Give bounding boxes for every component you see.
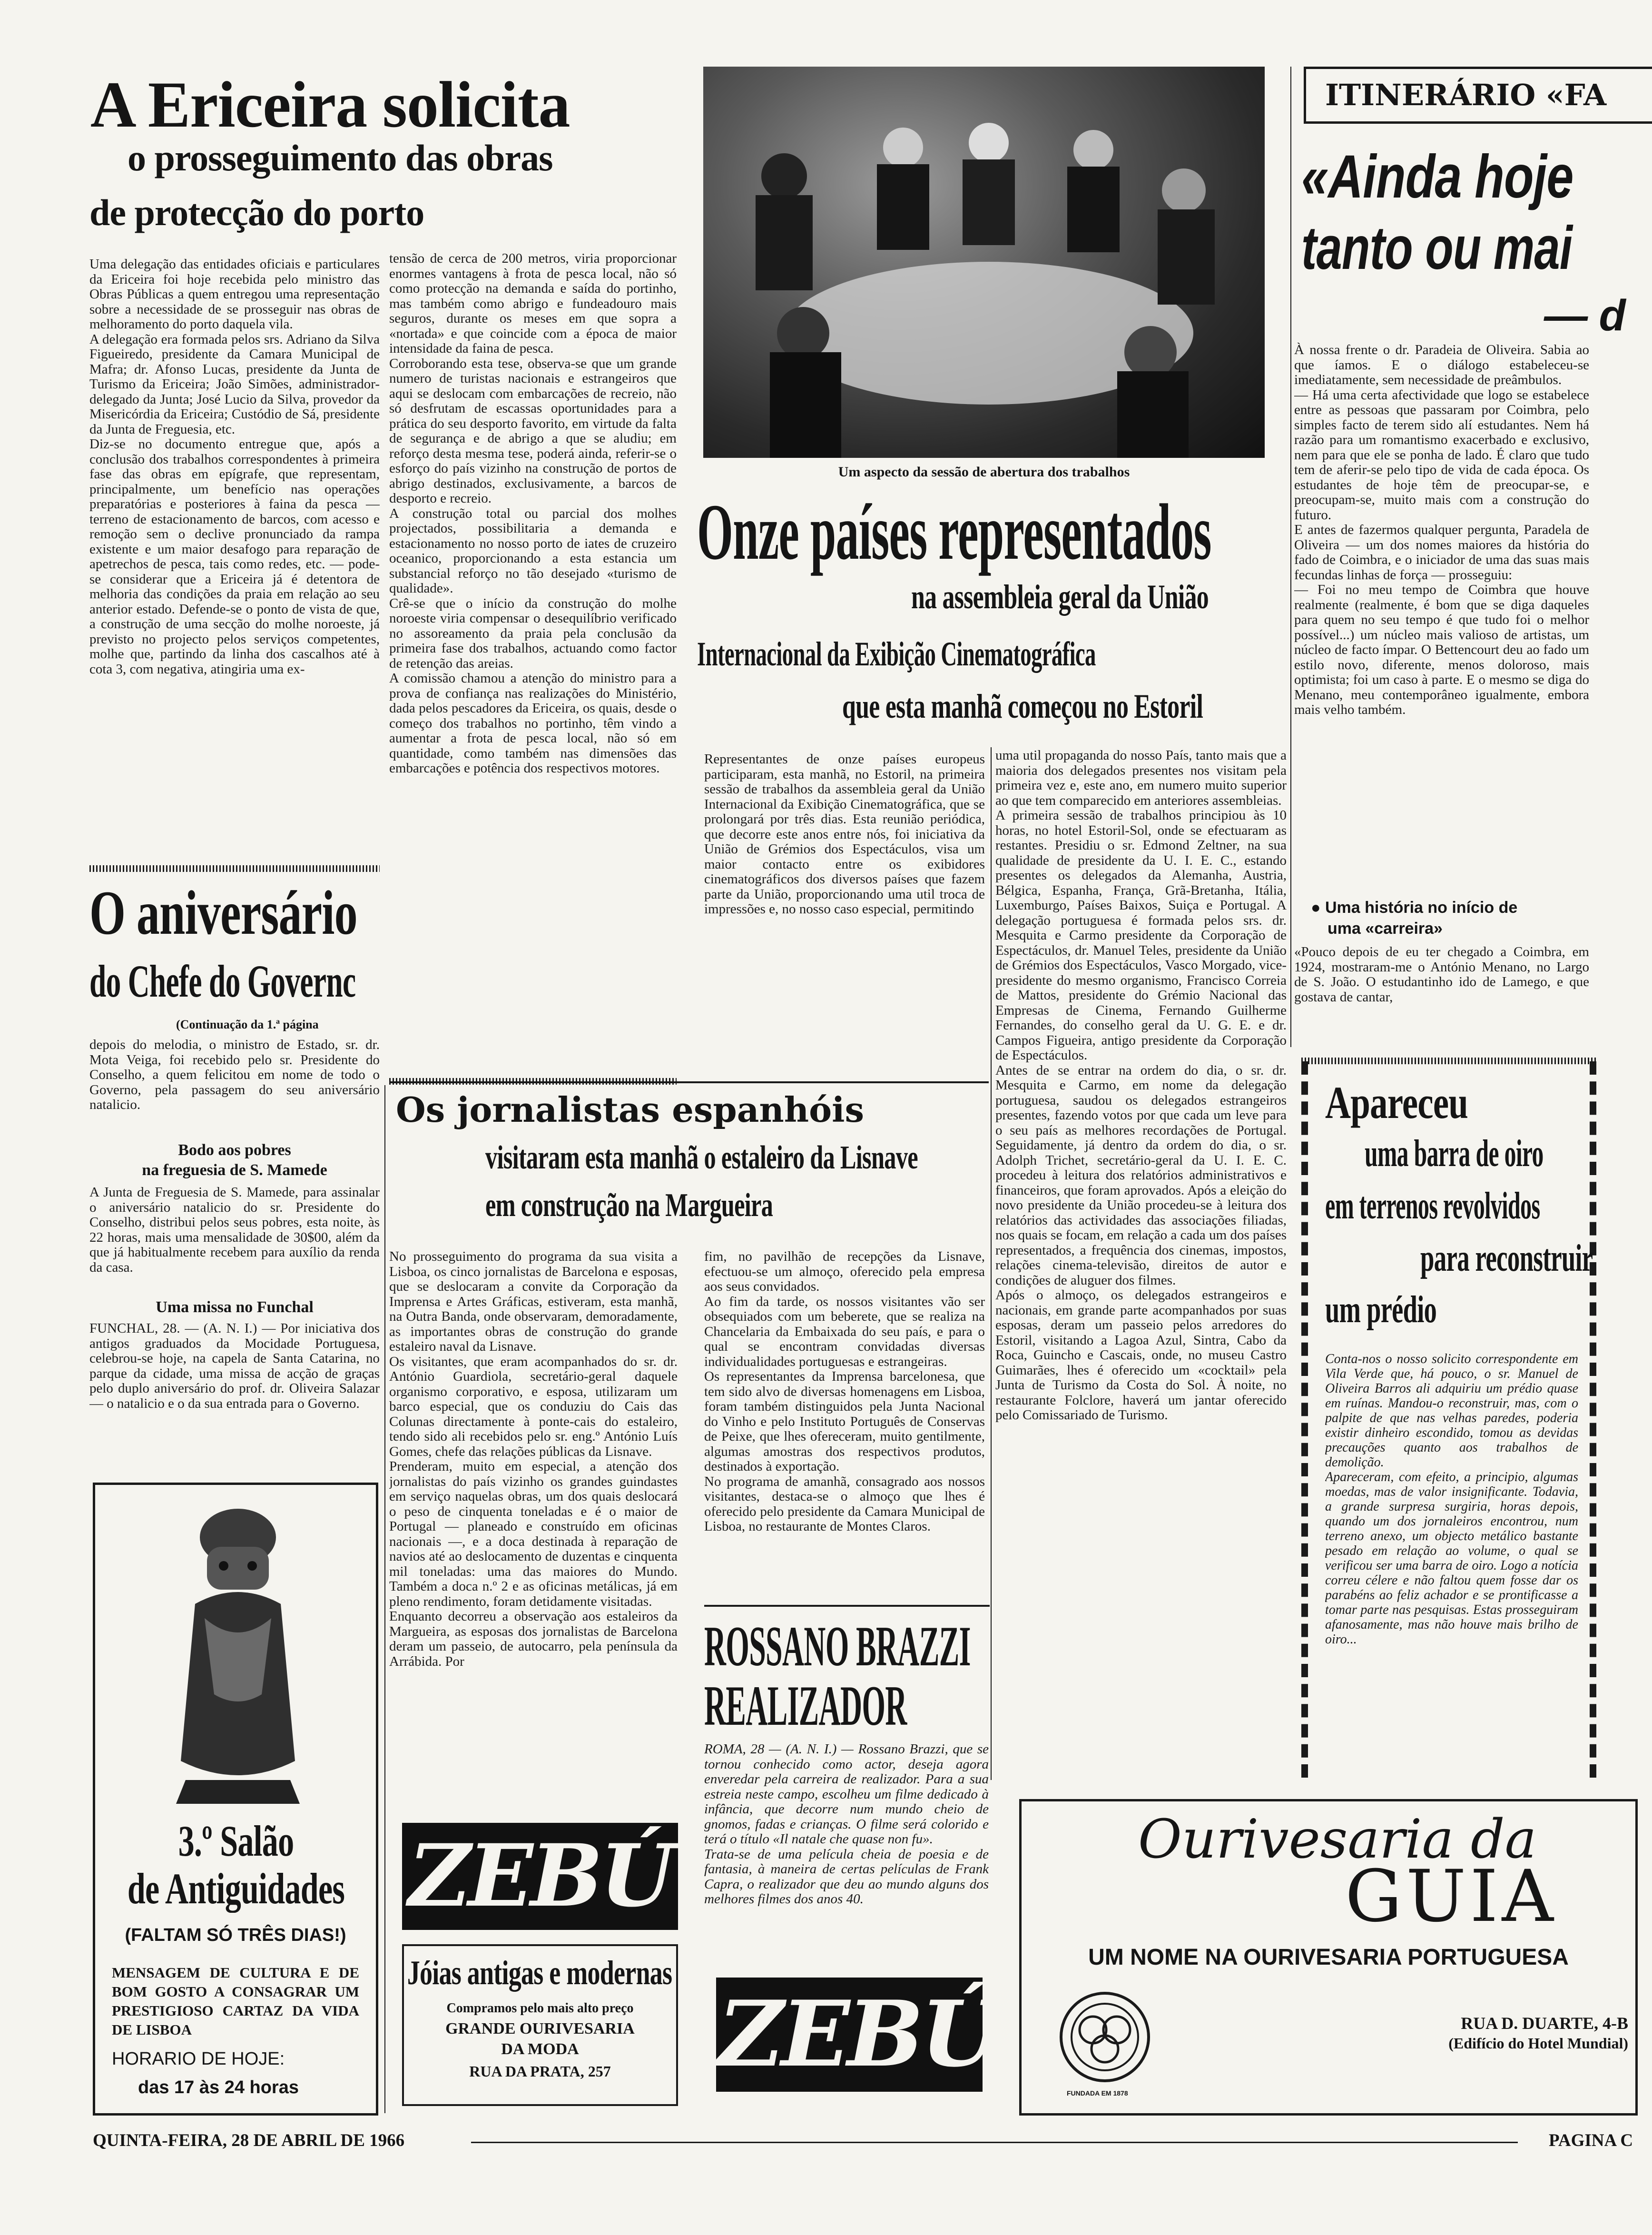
apareceu-headline-5: um prédio xyxy=(1325,1289,1437,1331)
rossano-headline-2: REALIZADOR xyxy=(704,1674,907,1737)
zebu-ad-1 xyxy=(402,1823,678,1930)
footer-rule xyxy=(471,2142,1518,2143)
itinerario-box xyxy=(1304,67,1652,124)
meeting-table-icon xyxy=(703,67,1265,458)
rossano-text: ROMA, 28 — (A. N. I.) — Rossano Brazzi, que se tornou conhecido como actor, deseja agora enveredar pela carreira de realizador. Para a sua estreia neste campo, escolheu um filme dedicado à infância, que decorre num mundo cheio de gnomos, fadas e crianças. O filme será colorido e terá o título «Il natale che quase non fu». Trata-se de uma película cheia de poesia e de fantasia, à maneira de certas películas de Frank Capra, o realizador que deu ao mundo alguns dos melhores filmes dos anos 40. xyxy=(704,1742,989,1907)
missa-text: FUNCHAL, 28. — (A. N. I.) — Por iniciativa dos antigos graduados da Mocidade Portuguesa, celebrou-se hoje, na capela de Santa Catarina, no parque da cidade, uma missa de acção de graças pelo duplo aniversário do prof. dr. Oliveira Salazar — o natalicio e o da sua entrada para o Governo. xyxy=(89,1321,380,1411)
itinerario-headline-2: tanto ou mai xyxy=(1301,214,1573,282)
jornalistas-sub-1: visitaram esta manhã o estaleiro da Lisnave xyxy=(485,1139,918,1176)
onze-sub-2: Internacional da Exibição Cinematográfica xyxy=(697,635,1096,673)
zebu-logo-2: ZEBÚ xyxy=(718,1981,997,2087)
guia-address-1: RUA D. DUARTE, 4-B xyxy=(1461,2014,1628,2033)
apareceu-headline-3: em terrenos revolvidos xyxy=(1325,1185,1540,1227)
joias-title: Jóias antigas e modernas xyxy=(407,1954,672,1992)
ericeira-text-col-1: Uma delegação das entidades oficiais e particulares da Ericeira foi hoje recebida pelo ministro das Obras Públicas a quem entregou uma representação sobre a necessidade de se prosseguir nas obras de melhoramento do porto daquela vila. A delegação era formada pelos srs. Adriano da Silva Figueiredo, presidente da Camara Municipal de Mafra; dr. Afonso Lucas, presidente da Junta de Turismo da Ericeira; João Simões, administrador-delegado da Junta; José Lucio da Silva, provedor da Misericórdia da Ericeira; Custódio de Sá, presidente da Junta de Freguesia, etc. Diz-se no documento entregue que, após a conclusão dos trabalhos correspondentes à primeira fase das obras em epígrafe, que representam, principalmente, um benefício nas operações preparatórias e posteriores à faina da pesca — terreno de estacionamento de barcos, com acesso e remoção sem o declive pronunciado da rampa existente e um maior desafogo para reparação de apetrechos de pesca, tais como redes, etc. — pode-se considerar que a Ericeira já é detentora de melhoria das condições da praia em relação ao seu anterior estado. Defende-se o ponto de vista de que, a construção de uma secção do molhe noroeste, já previsto no projecto pelos serviços competentes, molhe que, partindo da linha dos cascalhos até à cota 3, com negativa, atingiria uma ex- xyxy=(89,257,380,677)
salao-horario-value: das 17 às 24 horas xyxy=(138,2077,299,2097)
bodo-title-1: Bodo aos pobres xyxy=(178,1141,291,1159)
apareceu-headline-1: Apareceu xyxy=(1325,1077,1468,1128)
aniversario-headline-1: O aniversário xyxy=(89,878,357,948)
bodo-text: A Junta de Freguesia de S. Mamede, para assinalar o aniversário natalicio do sr. Presidente do Conselho, distribui pelos seus pobres, esta noite, às 22 horas, mais uma mensalidade de 30$00, além da que já habitualmente recebem para auxílio da renda da casa. xyxy=(89,1185,380,1275)
onze-sub-1: na assembleia geral da União xyxy=(911,578,1209,616)
joias-ad xyxy=(402,1944,678,2106)
apareceu-top-rule xyxy=(1301,1058,1596,1064)
jornalistas-headline: Os jornalistas espanhóis xyxy=(396,1089,865,1130)
rossano-top-rule xyxy=(704,1605,990,1607)
jornalistas-text-col-1: No prosseguimento do programa da sua visita a Lisboa, os cinco jornalistas de Barcelona e esposas, que se deslocaram a convite da Corporação da Imprensa e Artes Gráficas, estiveram, esta manhã, na Outra Banda, onde observaram, demoradamente, as importantes obras de construção do grande estaleiro naval da Lisnave. Os visitantes, que eram acompanhados do sr. dr. António Guardiola, secretário-geral daquele organismo corporativo, e esposa, utilizaram um barco especial, que os conduziu do Cais das Colunas directamente à ponte-cais do estaleiro, tendo sido ali recebidos pelo sr. eng.º António Luís Gomes, chefe das relações públicas da Lisnave. Prenderam, muito em especial, a atenção dos jornalistas do país vizinho os grandes guindastes em serviço naquelas obras, um dos quais deslocará o peso de cinquenta toneladas e é o maior de Portugal — planeado e construído em oficinas nacionais —, e a doca destinada à reparação de navios até ao deslocamento de duzentas e cinquenta mil toneladas: uma das maiores do Mundo. Também a doca n.º 2 e as oficinas metálicas, já em pleno rendimento, foram detidamente visitadas. Enquanto decorreu a observação aos estaleiros da Margueira, as esposas dos jornalistas de Barcelona deram um passeio, de autocarro, pela península da Arrábida. Por xyxy=(389,1249,678,1669)
salao-title-1: 3.º Salão xyxy=(178,1817,294,1865)
zebu-logo-1: ZEBÚ xyxy=(408,1826,672,1926)
guia-seal-icon xyxy=(1057,1989,1152,2085)
joias-line-2: GRANDE OURIVESARIA xyxy=(445,2020,635,2037)
salao-subtitle: (FALTAM SÓ TRÊS DIAS!) xyxy=(125,1925,346,1945)
guia-script: Ourivesaria da xyxy=(1138,1809,1537,1870)
itinerario-headline-3: — d xyxy=(1544,291,1625,340)
joias-line-4: RUA DA PRATA, 257 xyxy=(469,2063,611,2080)
joias-line-3: DA MODA xyxy=(501,2040,579,2058)
jornalistas-sub-2: em construção na Margueira xyxy=(485,1187,773,1224)
salao-ad xyxy=(93,1483,378,2116)
salao-title-2: de Antiguidades xyxy=(127,1864,345,1913)
column-rule-right xyxy=(1290,67,1291,1047)
itinerario-sub-title-2: uma «carreira» xyxy=(1328,920,1443,938)
onze-text-col-2: uma util propaganda do nosso País, tanto mais que a maioria dos delegados presentes nos visitam pela primeira vez e, este ano, em numero muito superior ao que tem comparecido em anteriores assembleias. A primeira sessão de trabalhos principiou às 10 horas, no hotel Estoril-Sol, onde se efectuaram as restantes. Presidiu o sr. Edmond Zeltner, na sua qualidade de presidente da U. I. E. C., estando presentes os delegados da Alemanha, Austria, Bélgica, Espanha, França, Grã-Bretanha, Itália, Luxemburgo, Países Baixos, Suiça e Portugal. A delegação portuguesa é formada pelos srs. dr. Mesquita e Carmo presidente da Corporação de Espectáculos, dr. Manuel Teles, presidente da União de Grémios dos Espectáculos, Vasco Morgado, vice-presidente do mesmo organismo, Francisco Correia de Mattos, presidente do Grémio Nacional das Empresas de Cinema, Fernando Guilherme Fernandes, do conselho geral da U. G. E. e dr. Campos Figueira, antigo presidente da Corporação de Espectáculos. Antes de se entrar na ordem do dia, o sr. dr. Mesquita e Carmo, em nome da delegação portuguesa, saudou os delegados estrangeiros presentes, fazendo votos por que cada um leve para o seu país as melhores recordações de Portugal. Seguidamente, já dentro da ordem do dia, o sr. Adolph Trichet, secretário-geral da U. I. E. C. procedeu à leitura dos relatórios administrativos e financeiros, que foram aprovados. Após a eleição do novo presidente da União procedeu-se à leitura dos relatórios das actividades das associações filiadas, nos quais se focam, em relação a cada um dos países representados, a frequência dos cinemas, impostos, relações cinema-televisão, direitos de autor e condições de aluguer dos filmes. Após o almoço, os delegados estrangeiros e nacionais, em grande parte acompanhados por suas esposas, deram um passeio pelos arredores do Estoril, visitando a Lagoa Azul, Sintra, Cabo da Roca, Guincho e Cascais, onde, no museu Castro Guimarães, lhes é oferecido um «cocktail» pela Junta de Turismo da Costa do Sol. À noite, no restaurante Folclore, haverá um jantar oferecido pelo Comissariado de Turismo. xyxy=(995,748,1287,1423)
salao-horario-label: HORARIO DE HOJE: xyxy=(112,2049,285,2069)
itinerario-sub-text: «Pouco depois de eu ter chegado a Coimbra, em 1924, mostraram-me o António Menano, no Largo de S. João. O estudantinho ido de Lamego, e que gostava de cantar, xyxy=(1294,945,1589,1005)
jornalistas-text-col-2: fim, no pavilhão de recepções da Lisnave, efectuou-se um almoço, oferecido pela empresa aos seus convidados. Ao fim da tarde, os nossos visitantes vão ser obsequiados com um beberete, que se realiza na Chancelaria da Embaixada do seu país, e para o qual se encontram convidadas diversas individualidades portuguesas e estrangeiras. Os representantes da Imprensa barcelonesa, que tem sido alvo de diversas homenagens em Lisboa, foram também distinguidos pela Junta Nacional do Vinho e pelo Instituto Português de Conservas de Peixe, que lhes ofereceram, muito gentilmente, algumas amostras dos respectivos produtos, destinados à exportação. No programa de amanhã, consagrado aos nossos visitantes, destaca-se o almoço que lhes é oferecido pelo presidente da Camara Municipal de Lisboa, no restaurante de Montes Claros. xyxy=(704,1249,985,1534)
itinerario-sub-title-1: ● Uma história no início de xyxy=(1311,899,1518,917)
onze-headline: Onze países representados xyxy=(697,488,1211,576)
ericeira-text-col-2: tensão de cerca de 200 metros, viria proporcionar enormes vantagens à frota de pesca local, não só como protecção na demanda e saída do portinho, mas também como abrigo e fundeadouro mais seguros, durante os meses em que sopra a «nortada» e que coincide com a época de maior intensidade da faina de pesca. Corroborando esta tese, observa-se que um grande numero de turistas nacionais e estrangeiros que aqui se deslocam com embarcações de recreio, não só desfrutam de escassas oportunidades para a prática do seu desporto favorito, em virtude da falta de segurança e de abrigo a que se aludiu; em reforço desta mesma tese, poderá ainda, referir-se o esforço do país vizinho na construção de portos de abrigo destinados, exclusivamente, a barcos de desporto e recreio. A construção total ou parcial dos molhes projectados, possibilitaria a demanda e estacionamento no nosso porto de iates de cruzeiro oceanico, proporcionando a esta estancia um substancial reforço no tão desejado «turismo de qualidade». Crê-se que o início da construção do molhe noroeste viria compensar o desequilíbrio verificado no assoreamento da praia pela conclusão da primeira fase dos trabalhos, actuando como factor de retenção das areias. A comissão chamou a atenção do ministro para a prova de confiança nas realizações do Ministério, dada pelos pescadores da Ericeira, os quais, desde o começo dos trabalhos no portinho, têm vindo a aumentar a frota de pesca local, não só em quantidade, como também nas dimensões das embarcações e potência dos respectivos motores. xyxy=(389,251,677,776)
apareceu-headline-4: para reconstruir xyxy=(1420,1237,1593,1279)
apareceu-headline-2: uma barra de oiro xyxy=(1365,1133,1544,1175)
itinerario-box-label: ITINERÁRIO «FA xyxy=(1325,78,1607,112)
aniversario-text: depois do melodia, o ministro de Estado, sr. dr. Mota Veiga, foi recebido pelo sr. Presidente do Conselho, a quem felicitou em nome de todo o Governo, pela passagem do seu aniversário natalicio. xyxy=(89,1038,380,1112)
zebu-ad-2 xyxy=(716,1978,997,2092)
onze-text-col-1: Representantes de onze países europeus participaram, esta manhã, no Estoril, na primeira sessão de trabalhos da assembleia geral da União Internacional da Exibição Cinematográfica, que se prolongará por três dias. Esta reunião periódica, que decorre este anos entre nós, foi iniciativa da União de Grémios dos Espectáculos, visa um maior contacto entre os exibidores cinematográficos dos diversos países que fazem parte da União, proporcionando uma util troca de impressões e, no nosso caso especial, permitindo xyxy=(704,752,985,917)
itinerario-text: À nossa frente o dr. Paradeia de Oliveira. Sabia ao que íamos. E o diálogo estabeleceu-se imediatamente, sem necessidade de preâmbulos. — Há uma certa afectividade que logo se estabelece entre as pessoas que passaram por Coimbra, pelo simples facto de terem sido alí estudantes. Nem há razão para um romantismo exacerbado e exclusivo, nem para que ele se ponha de lado. É claro que tudo tem de aferir-se pelo tipo de vida de cada época. Os estudantes de hoje têm de preocupar-se, e preocupam-se, muito mais com a construção do futuro. E antes de fazermos qualquer pergunta, Paradela de Oliveira — um dos nomes maiores da história do fado de Coimbra, e o iniciador de uma das suas mais fecundas linhas de força — prosseguiu: — Foi no meu tempo de Coimbra que houve realmente (realmente, é bom que se diga daqueles para quem no seu tempo é que tudo foi o melhor possível...) um núcleo mais valioso de artistas, um núcleo de facto ímpar. O Bettencourt deu ao fado um estilo novo, diferente, menos doloroso, mais optimista; foi um caso à parte. E o mesmo se diga do Menano, meu contemporâneo igualmente, embora mais velho também. xyxy=(1294,343,1589,717)
aniversario-headline-2: do Chefe do Governc xyxy=(89,956,356,1007)
guia-name: GUIA xyxy=(1345,1855,1557,1938)
column-rule-mid xyxy=(991,747,992,1780)
jornalistas-top-rule xyxy=(389,1081,989,1083)
statue-figure-icon xyxy=(167,1494,309,1809)
guia-tagline: UM NOME NA OURIVESARIA PORTUGUESA xyxy=(1088,1945,1569,1970)
aniversario-continuation: (Continuação da 1.ª página xyxy=(176,1018,319,1031)
onze-sub-3: que esta manhã começou no Estoril xyxy=(842,687,1203,725)
ericeira-subhead-2: de protecção do porto xyxy=(89,192,424,233)
missa-title: Uma missa no Funchal xyxy=(156,1298,314,1316)
ericeira-end-rule xyxy=(89,865,380,872)
apareceu-text: Conta-nos o nosso solicito correspondente em Vila Verde que, há pouco, o sr. Manuel de Oliveira Barros ali adquiriu um prédio quase em ruínas. Mandou-o reconstruir, mas, com o palpite de que nas velhas paredes, poderia existir dinheiro escondido, tomou as devidas precauções quanto aos trabalhos de demolição. Apareceram, com efeito, a principio, algumas moedas, mas de valor insignificante. Todavia, a grande surpresa surgiria, horas depois, quando um dos jornaleiros encontrou, num terreno anexo, um objecto metálico bastante pesado em relação ao volume, o qual se verificou ser uma barra de oiro. Logo a notícia correu célere e não faltou quem fosse dar os parabéns ao feliz achador e se prontificasse a tomar parte nas pesquisas. Estas prosseguiram afanosamente, mas não houve mais brilho de oiro... xyxy=(1325,1352,1578,1647)
ericeira-subhead-1: o prosseguimento das obras xyxy=(128,137,553,178)
bodo-title-2: na freguesia de S. Mamede xyxy=(142,1161,327,1179)
footer-page: PAGINA C xyxy=(1549,2131,1633,2150)
photo-caption: Um aspecto da sessão de abertura dos trabalhos xyxy=(838,464,1130,480)
joias-line-1: Compramos pelo mais alto preço xyxy=(446,2001,634,2016)
column-rule-left xyxy=(384,1085,385,2113)
guia-ad xyxy=(1019,1799,1638,2116)
itinerario-headline-1: «Ainda hoje xyxy=(1301,143,1573,211)
salao-text: MENSAGEM DE CULTURA E DE BOM GOSTO A CONSAGRAR UM PRESTIGIOSO CARTAZ DA VIDA DE LISBOA xyxy=(112,1964,359,2038)
ericeira-headline: A Ericeira solicita xyxy=(90,68,570,141)
rossano-headline-1: ROSSANO BRAZZI xyxy=(704,1614,971,1678)
footer-date: QUINTA-FEIRA, 28 DE ABRIL DE 1966 xyxy=(93,2131,405,2150)
conference-photo xyxy=(703,67,1265,458)
guia-founded: FUNDADA EM 1878 xyxy=(1067,2089,1128,2097)
guia-address-2: (Edifício do Hotel Mundial) xyxy=(1448,2035,1628,2052)
